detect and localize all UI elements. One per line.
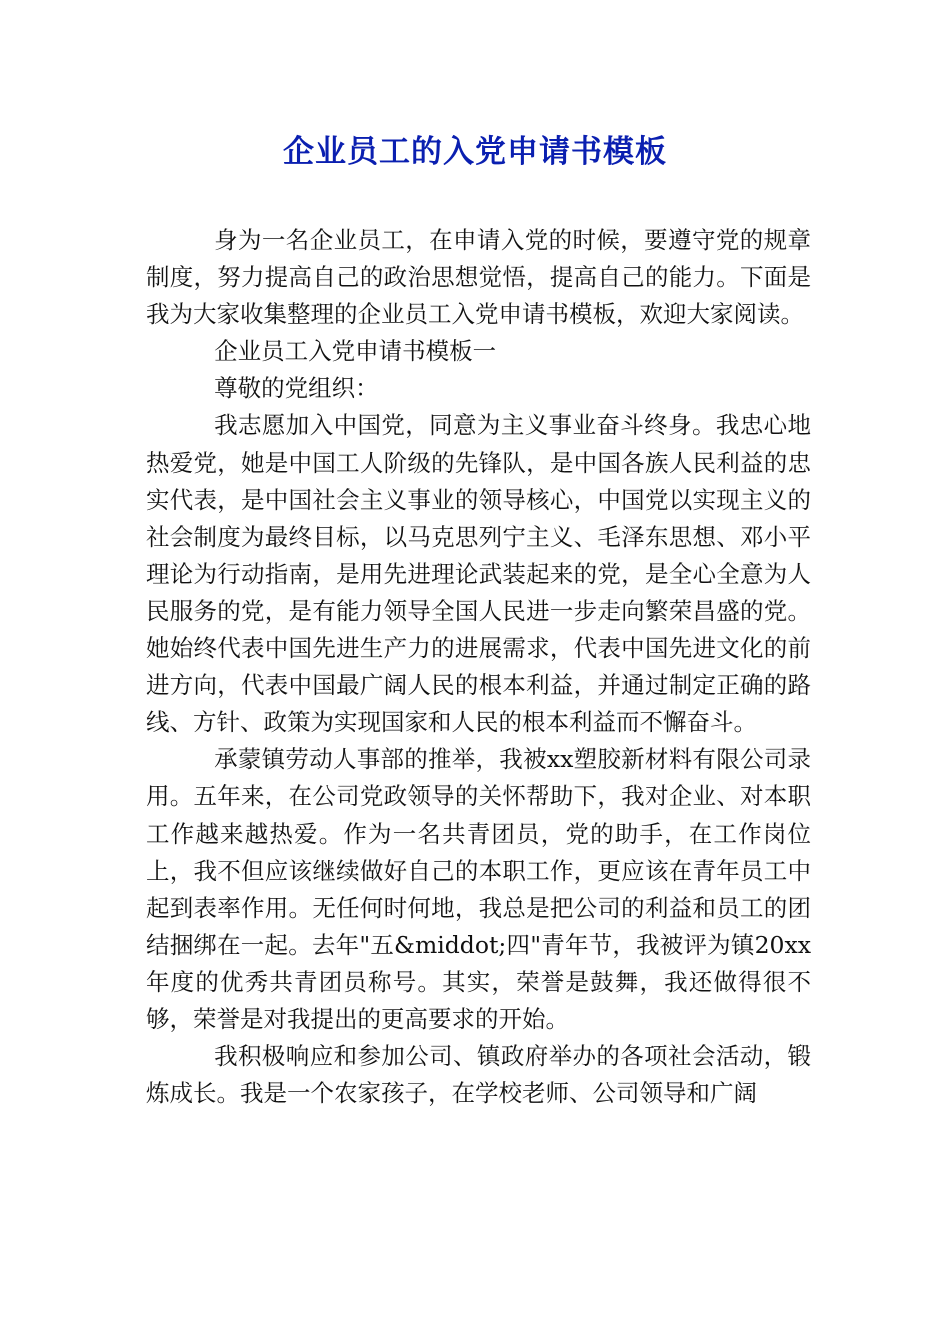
intro-paragraph: 身为一名企业员工，在申请入党的时候，要遵守党的规章制度，努力提高自己的政治思想觉悟，提高自己的能力。下面是我为大家收集整理的企业员工入党申请书模板，欢迎大家阅读。 [146, 226, 811, 329]
body-paragraph: 我志愿加入中国党，同意为主义事业奋斗终身。我忠心地热爱党，她是中国工人阶级的先锋队，是中国各族人民利益的忠实代表，是中国社会主义事业的领导核心，中国党以实现主义的社会制度为最终目标，以马克思列宁主义、毛泽东思想、邓小平理论为行动指南，是用先进理论武装起来的党，是全心全意为人民服务的党，是有能力领导全国人民进一步走向繁荣昌盛的党。她始终代表中国先进生产力的进展需求，代表中国先进文化的前进方向，代表中国最广阔人民的根本利益，并通过制定正确的路线、方针、政策为实现国家和人民的根本利益而不懈奋斗。 [146, 411, 811, 737]
body-paragraph: 承蒙镇劳动人事部的推举，我被xx塑胶新材料有限公司录用。五年来，在公司党政领导的关怀帮助下，我对企业、对本职工作越来越热爱。作为一名共青团员，党的助手，在工作岗位上，我不但应该继续做好自己的本职工作，更应该在青年员工中起到表率作用。无任何时何地，我总是把公司的利益和员工的团结捆绑在一起。去年"五&middot;四"青年节，我被评为镇20xx年度的优秀共青团员称号。其实，荣誉是鼓舞，我还做得很不够，荣誉是对我提出的更高要求的开始。 [146, 745, 811, 1033]
body-paragraph: 我积极响应和参加公司、镇政府举办的各项社会活动，锻炼成长。我是一个农家孩子，在学校老师、公司领导和广阔 [146, 1042, 811, 1108]
document-body [146, 222, 811, 1112]
document-title: 企业员工的入党申请书模板 [283, 134, 667, 170]
template-heading: 企业员工入党申请书模板一 [214, 337, 497, 366]
salutation: 尊敬的党组织： [214, 374, 379, 403]
